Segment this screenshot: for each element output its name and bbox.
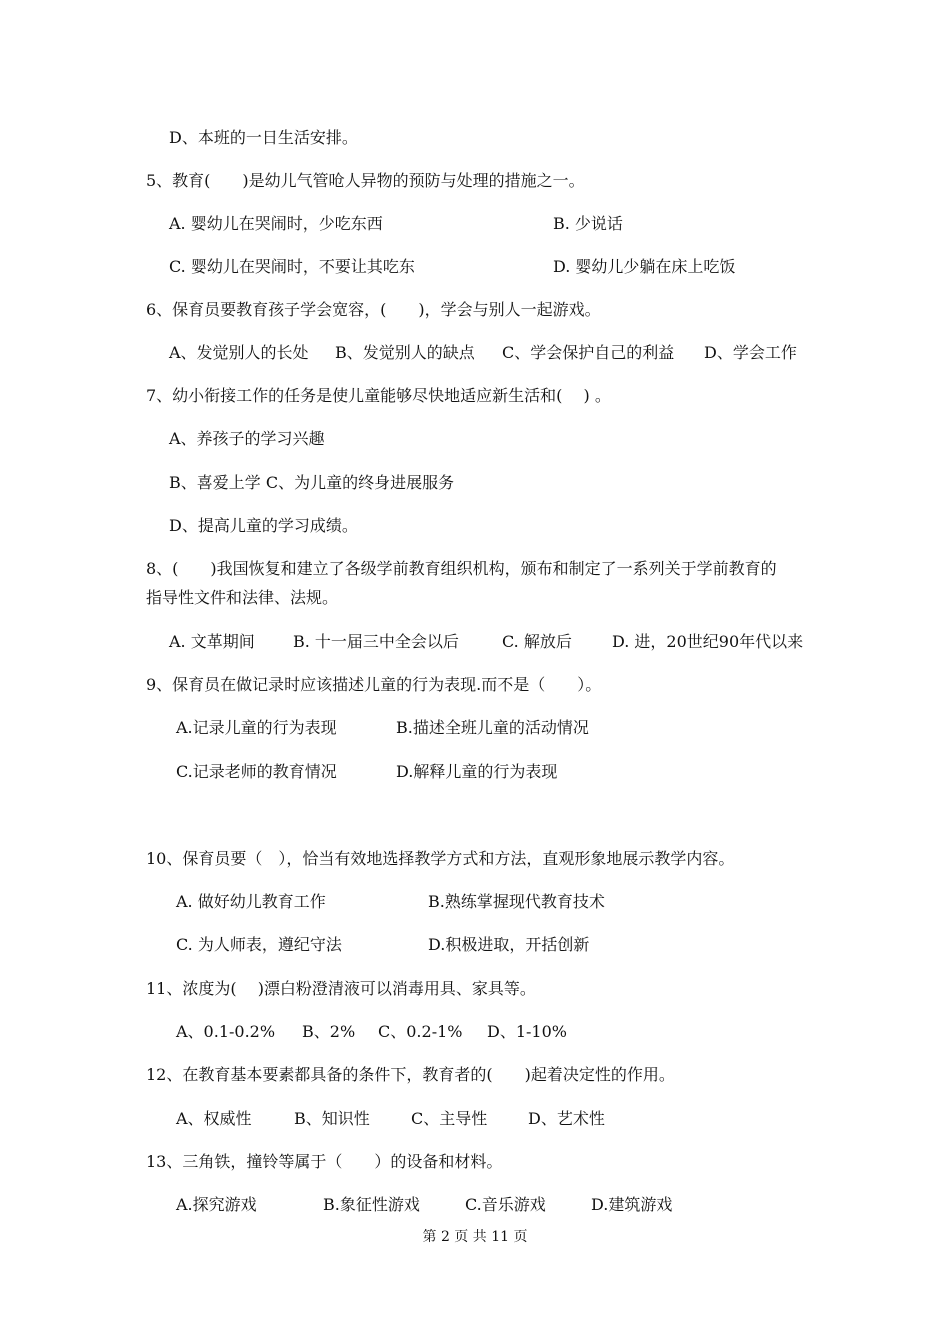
q8-option-a: A. 文革期间 [169, 632, 255, 651]
q6-stem: 6、保育员要教育孩子学会宽容，( )，学会与别人一起游戏。 [146, 300, 601, 319]
q6-option-d: D、学会工作 [704, 343, 797, 362]
q8-option-c: C. 解放后 [502, 632, 572, 651]
q7-option-d: D、提高儿童的学习成绩。 [169, 516, 358, 535]
q10-option-a: A. 做好幼儿教育工作 [176, 892, 326, 911]
q6-option-b: B、发觉别人的缺点 [335, 343, 475, 362]
q5-option-a: A. 婴幼儿在哭闹时，少吃东西 [169, 214, 383, 233]
q12-option-c: C、主导性 [411, 1109, 488, 1128]
q5-stem: 5、教育( )是幼儿气管呛人异物的预防与处理的措施之一。 [146, 171, 585, 190]
q5-option-c: C. 婴幼儿在哭闹时，不要让其吃东 [169, 257, 415, 276]
q6-option-a: A、发觉别人的长处 [169, 343, 309, 362]
q9-option-d: D.解释儿童的行为表现 [396, 762, 558, 781]
q10-option-c: C. 为人师表，遵纪守法 [176, 935, 342, 954]
q9-option-b: B.描述全班儿童的活动情况 [396, 718, 589, 737]
q10-option-b: B.熟练掌握现代教育技术 [428, 892, 605, 911]
q5-option-b: B. 少说话 [553, 214, 623, 233]
q10-stem: 10、保育员要（ ），恰当有效地选择教学方式和方法，直观形象地展示教学内容。 [146, 849, 735, 868]
q11-option-a: A、0.1-0.2% [176, 1022, 276, 1041]
q7-option-bc: B、喜爱上学 C、为儿童的终身进展服务 [169, 473, 455, 492]
q8-option-d: D. 进，20世纪90年代以来 [612, 632, 804, 651]
q5-option-d: D. 婴幼儿少躺在床上吃饭 [553, 257, 736, 276]
q13-option-d: D.建筑游戏 [591, 1195, 673, 1214]
q12-option-d: D、艺术性 [528, 1109, 605, 1128]
q13-option-c: C.音乐游戏 [465, 1195, 546, 1214]
q8-stem-line1: 8、( )我国恢复和建立了各级学前教育组织机构，颁布和制定了一系列关于学前教育的 [146, 559, 777, 578]
page-footer: 第 2 页 共 11 页 [422, 1229, 528, 1245]
q9-stem: 9、保育员在做记录时应该描述儿童的行为表现.而不是（ ）。 [146, 675, 602, 694]
q8-stem-line2: 指导性文件和法律、法规。 [146, 588, 339, 607]
q11-option-d: D、1-10% [487, 1022, 567, 1041]
q13-option-a: A.探究游戏 [176, 1195, 257, 1214]
q12-option-b: B、知识性 [294, 1109, 370, 1128]
q4-option-d: D、本班的一日生活安排。 [169, 128, 358, 147]
q9-option-c: C.记录老师的教育情况 [176, 762, 337, 781]
q13-option-b: B.象征性游戏 [323, 1195, 420, 1214]
q12-option-a: A、权威性 [176, 1109, 252, 1128]
q8-option-b: B. 十一届三中全会以后 [293, 632, 459, 651]
q10-option-d: D.积极进取，开括创新 [428, 935, 590, 954]
q13-stem: 13、三角铁，撞铃等属于（ ）的设备和材料。 [146, 1152, 503, 1171]
q9-option-a: A.记录儿童的行为表现 [176, 718, 337, 737]
q11-option-b: B、2% [302, 1022, 356, 1041]
q11-option-c: C、0.2-1% [378, 1022, 463, 1041]
q11-stem: 11、浓度为( )漂白粉澄清液可以消毒用具、家具等。 [146, 979, 536, 998]
q7-stem: 7、幼小衔接工作的任务是使儿童能够尽快地适应新生活和( ) 。 [146, 386, 611, 405]
q7-option-a: A、养孩子的学习兴趣 [169, 429, 325, 448]
q12-stem: 12、在教育基本要素都具备的条件下，教育者的( )起着决定性的作用。 [146, 1065, 675, 1084]
q6-option-c: C、学会保护自己的利益 [502, 343, 675, 362]
